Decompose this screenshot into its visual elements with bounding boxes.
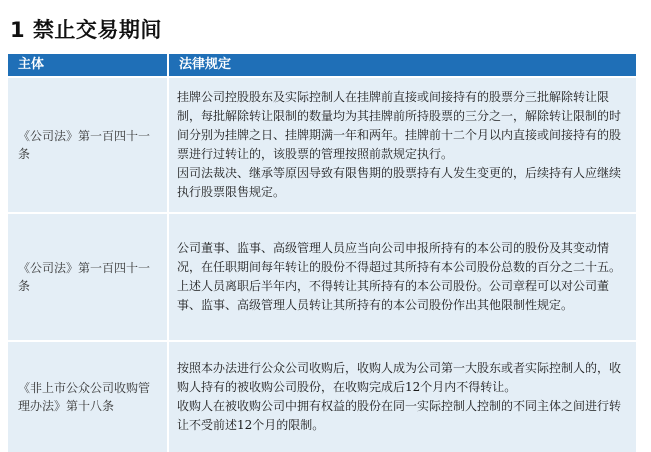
- law-paragraph: 因司法裁决、继承等原因导致有限售期的股票持有人发生变更的，后续持有人应继续执行股票限售规定。: [177, 166, 622, 199]
- law-paragraph: 挂牌公司控股股东及实际控制人在挂牌前直接或间接持有的股票分三批解除转让限制，每批解除转让限制的数量均为其挂牌前所持股票的三分之一，解除转让限制的时间分别为挂牌之日、挂牌期满一年和两年。挂牌前十二个月以内直接或间接持有的股票进行过转让的，该股票的管理按照前款规定执行。: [177, 90, 622, 161]
- table-row: [8, 212, 636, 340]
- column-header-law: 法律规定: [179, 57, 232, 72]
- law-cell: [169, 342, 636, 452]
- law-cell: [169, 78, 636, 212]
- page-title: 1 禁止交易期间: [10, 18, 162, 42]
- subject-text: 《非上市公众公司收购管理办法》第十八条: [18, 381, 151, 413]
- law-cell: [169, 214, 636, 340]
- subject-cell: [8, 78, 169, 212]
- subject-text: 《公司法》第一百四十一条: [18, 129, 151, 161]
- table-row: [8, 76, 636, 212]
- law-paragraph: 公司董事、监事、高级管理人员应当向公司申报所持有的本公司的股份及其变动情况，在任职期间每年转让的股份不得超过其所持有本公司股份总数的百分之二十五。上述人员离职后半年内，不得转让其所持有的本公司股份。公司章程可以对公司董事、监事、高级管理人员转让其所持有的本公司股份作出其他限制性规定。: [177, 241, 622, 312]
- column-header-subject: 主体: [8, 54, 169, 76]
- law-paragraph: 按照本办法进行公众公司收购后，收购人成为公司第一大股东或者实际控制人的，收购人持有的被收购公司股份，在收购完成后12个月内不得转让。: [177, 361, 622, 394]
- subject-cell: [8, 342, 169, 452]
- subject-text: 《公司法》第一百四十一条: [18, 261, 151, 293]
- subject-cell: [8, 214, 169, 340]
- table-header: [8, 54, 636, 76]
- law-paragraph: 收购人在被收购公司中拥有权益的股份在同一实际控制人控制的不同主体之间进行转让不受前述12个月的限制。: [177, 399, 622, 432]
- table-row: [8, 340, 636, 452]
- regulation-table: [8, 54, 636, 452]
